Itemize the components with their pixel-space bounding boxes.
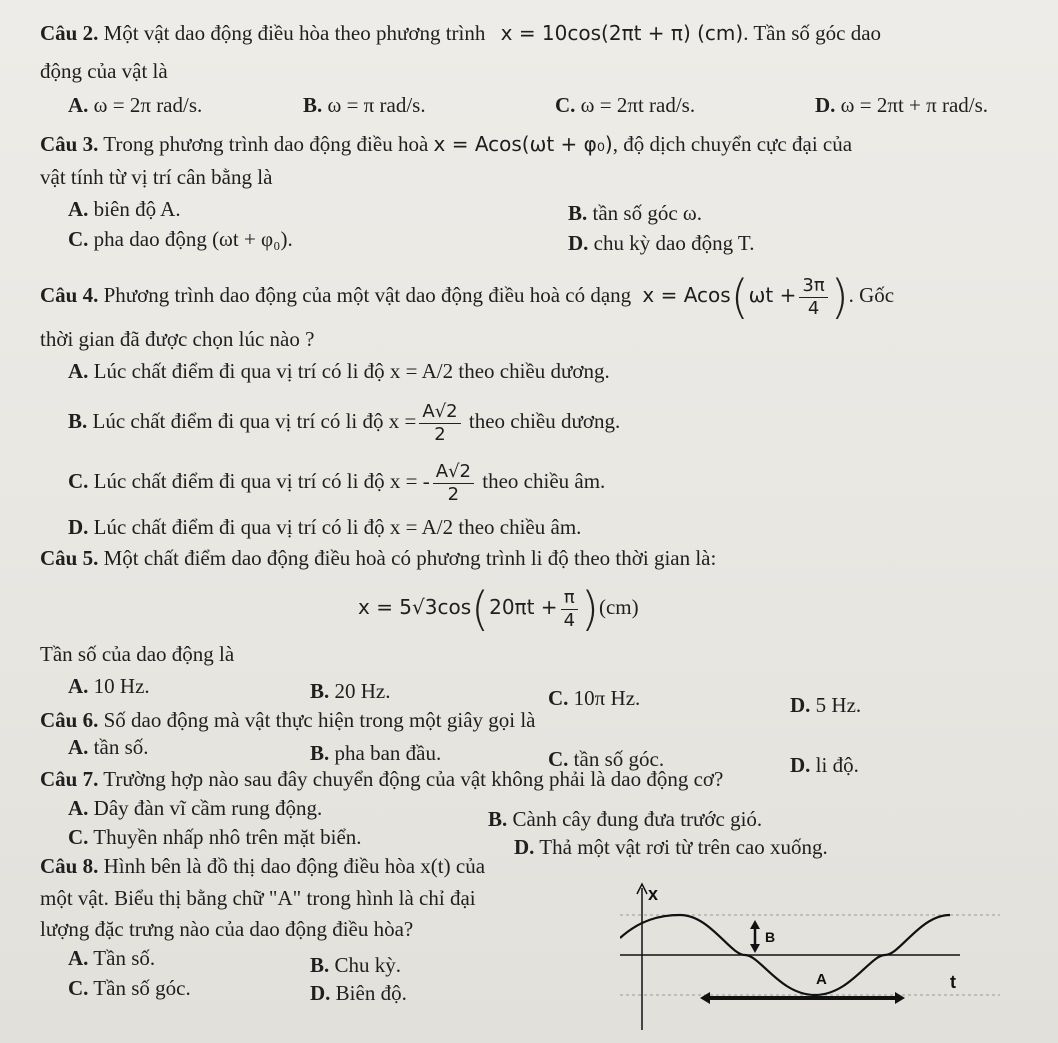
q5-eq-left: x = 5√3cos: [358, 595, 472, 619]
q2-text-b: . Tần số góc dao: [743, 21, 882, 45]
q3-line2: vật tính từ vị trí cân bằng là: [40, 165, 273, 189]
option-letter: A.: [68, 359, 89, 383]
q4-frac-num: 3π: [799, 275, 827, 298]
q3-equation: x = Acos(ωt + φ₀): [433, 132, 613, 156]
q5-option-a[interactable]: [68, 673, 150, 699]
option-text: Tần số góc.: [93, 976, 191, 1000]
q4-paren-open: (: [730, 270, 749, 325]
q4-paren-close: ): [830, 270, 849, 325]
option-text: Biên độ.: [335, 981, 407, 1005]
q5-paren-open: (: [471, 582, 490, 637]
option-text: Chu kỳ.: [334, 953, 402, 977]
option-letter: A.: [68, 93, 89, 117]
q3-option-c[interactable]: [68, 226, 293, 252]
q4-text-b: . Gốc: [848, 283, 895, 307]
option-letter: B.: [68, 409, 88, 433]
arrow-up-icon: [750, 920, 760, 929]
q7-label: Câu 7.: [40, 767, 99, 791]
q6-line1: [40, 707, 536, 733]
frac-num: A√2: [419, 401, 460, 424]
option-letter: B.: [303, 93, 323, 117]
q3-line1: [40, 131, 852, 157]
q5-frac-num: π: [561, 587, 578, 610]
option-letter: C.: [548, 747, 569, 771]
option-letter: B.: [488, 807, 508, 831]
q5-text: Một chất điểm dao động điều hoà có phương trình li độ theo thời gian là:: [103, 546, 717, 570]
q2-option-c[interactable]: [555, 92, 695, 118]
q2-option-d[interactable]: [815, 92, 988, 118]
option-text: Thả một vật rơi từ trên cao xuống.: [539, 835, 828, 859]
q5-fraction: [561, 587, 578, 632]
option-text: chu kỳ dao động T.: [593, 231, 755, 255]
oscillation-graph: [620, 880, 1000, 1030]
option-fraction: [419, 401, 460, 446]
option-text: ω = 2πt + π rad/s.: [840, 93, 989, 117]
frac-den: 2: [434, 423, 446, 445]
q3-label: Câu 3.: [40, 132, 99, 156]
option-text: Dây đàn vĩ cầm rung động.: [93, 796, 323, 820]
arrow-down-icon: [750, 944, 760, 953]
q3-option-a[interactable]: [68, 196, 181, 222]
option-letter: C.: [548, 686, 569, 710]
q5-equation: [358, 582, 639, 637]
option-text: ω = π rad/s.: [327, 93, 426, 117]
option-letter: C.: [68, 976, 89, 1000]
q8-line2: một vật. Biểu thị bằng chữ "A" trong hình là chỉ đại: [40, 886, 476, 910]
q2-line1: [40, 20, 881, 46]
q7-text: Trường hợp nào sau đây chuyển động của vật không phải là dao động cơ?: [103, 767, 724, 791]
q4-line2: thời gian đã được chọn lúc nào ?: [40, 327, 315, 351]
q5-line2: Tần số của dao động là: [40, 642, 235, 666]
q4-eq-inner: ωt +: [748, 283, 797, 307]
q8-option-b[interactable]: [310, 952, 401, 978]
option-text: Lúc chất điểm đi qua vị trí có li độ x = A/2 theo chiều dương.: [93, 359, 610, 383]
option-letter: D.: [568, 231, 589, 255]
option-text: Lúc chất điểm đi qua vị trí có li độ x = -: [93, 469, 430, 493]
q4-fraction: [799, 275, 827, 320]
q5-eq-inner: 20πt +: [489, 595, 558, 619]
q3-option-d[interactable]: [568, 230, 754, 256]
option-text: 10 Hz.: [93, 674, 150, 698]
option-letter: A.: [68, 946, 89, 970]
q2-text: Một vật dao động điều hòa theo phương trình: [103, 21, 486, 45]
option-letter: D.: [310, 981, 331, 1005]
option-letter: B.: [310, 679, 330, 703]
q2-equation: x = 10cos(2πt + π) (cm): [500, 21, 744, 45]
q4-option-a[interactable]: [68, 358, 610, 384]
option-letter: D.: [790, 693, 811, 717]
option-text: tần số góc.: [573, 747, 665, 771]
q8-line1: [40, 853, 485, 879]
q2-line2: động của vật là: [40, 59, 168, 83]
option-text: pha dao động (ωt + φ₀).: [93, 227, 293, 251]
option-text: biên độ A.: [93, 197, 181, 221]
q3-text-b: , độ dịch chuyển cực đại của: [612, 132, 853, 156]
q4-label: Câu 4.: [40, 283, 99, 307]
q3-option-b[interactable]: [568, 200, 702, 226]
option-letter: B.: [568, 201, 588, 225]
q4-eq-left: x = Acos: [642, 283, 731, 307]
frac-den: 2: [447, 483, 460, 505]
q6-label: Câu 6.: [40, 708, 99, 732]
q8-label: Câu 8.: [40, 854, 99, 878]
q4-text: Phương trình dao động của một vật dao động điều hoà có dạng: [103, 283, 632, 307]
option-text: 5 Hz.: [815, 693, 862, 717]
q8-text: Hình bên là đồ thị dao động điều hòa x(t) của: [103, 854, 486, 878]
option-letter: A.: [68, 674, 89, 698]
q6-option-a[interactable]: [68, 734, 149, 760]
option-letter: D.: [815, 93, 836, 117]
option-letter: C.: [555, 93, 576, 117]
option-letter: A.: [68, 197, 89, 221]
q5-paren-close: ): [581, 582, 599, 637]
q7-option-a[interactable]: [68, 795, 322, 821]
q5-option-d[interactable]: [790, 692, 861, 718]
option-letter: C.: [68, 469, 89, 493]
q7-option-c[interactable]: [68, 824, 362, 850]
q5-frac-den: 4: [563, 609, 576, 631]
q2-label: Câu 2.: [40, 21, 99, 45]
option-fraction: [433, 461, 474, 506]
q6-text: Số dao động mà vật thực hiện trong một giây gọi là: [103, 708, 536, 732]
option-letter: D.: [790, 753, 811, 777]
x-axis-label: x: [648, 884, 659, 904]
option-text: pha ban đầu.: [334, 741, 442, 765]
option-text: Tần số.: [93, 946, 156, 970]
q2-option-b[interactable]: [303, 92, 426, 118]
q4-option-d[interactable]: [68, 514, 581, 540]
option-text-post: theo chiều dương.: [468, 409, 621, 433]
option-letter: B.: [310, 953, 330, 977]
option-text: Cành cây đung đưa trước gió.: [512, 807, 763, 831]
q4-option-c[interactable]: [68, 458, 605, 506]
option-letter: D.: [514, 835, 535, 859]
option-text: tần số góc ω.: [592, 201, 702, 225]
option-text: ω = 2π rad/s.: [93, 93, 203, 117]
q7-option-d[interactable]: [514, 834, 828, 860]
label-a: A: [816, 971, 827, 988]
label-b: B: [765, 929, 776, 945]
q3-text: Trong phương trình dao động điều hoà: [103, 132, 429, 156]
q7-option-b[interactable]: [488, 806, 762, 832]
option-letter: D.: [68, 515, 89, 539]
option-letter: B.: [310, 741, 330, 765]
option-letter: C.: [68, 825, 89, 849]
q8-option-a[interactable]: [68, 945, 155, 971]
q2-option-a[interactable]: [68, 92, 202, 118]
q4-frac-den: 4: [807, 297, 820, 319]
option-text: Lúc chất điểm đi qua vị trí có li độ x = A/2 theo chiều âm.: [93, 515, 582, 539]
q5-option-b[interactable]: [310, 678, 391, 704]
t-axis-label: t: [950, 972, 956, 992]
q5-option-c[interactable]: [548, 685, 640, 711]
option-text: ω = 2πt rad/s.: [580, 93, 696, 117]
option-text: li độ.: [815, 753, 859, 777]
q6-option-d[interactable]: [790, 752, 859, 778]
q4-line1: [40, 270, 895, 325]
option-text: Thuyền nhấp nhô trên mặt biển.: [93, 825, 362, 849]
frac-num: A√2: [433, 461, 474, 484]
q8-option-d[interactable]: [310, 980, 407, 1006]
option-text: Lúc chất điểm đi qua vị trí có li độ x =: [92, 409, 417, 433]
q4-option-b[interactable]: [68, 398, 620, 446]
option-letter: A.: [68, 735, 89, 759]
option-letter: C.: [68, 227, 89, 251]
option-text: 10π Hz.: [573, 686, 641, 710]
q8-line3: lượng đặc trưng nào của dao động điều hòa?: [40, 917, 414, 941]
q8-option-c[interactable]: [68, 975, 191, 1001]
arrow-right-icon: [895, 992, 905, 1004]
option-text: tần số.: [93, 735, 149, 759]
q6-option-b[interactable]: [310, 740, 441, 766]
q5-line1: [40, 545, 716, 571]
option-text-post: theo chiều âm.: [482, 469, 606, 493]
q7-line1: [40, 766, 723, 792]
q5-eq-unit: (cm): [598, 595, 639, 619]
option-letter: A.: [68, 796, 89, 820]
q5-label: Câu 5.: [40, 546, 99, 570]
option-text: 20 Hz.: [334, 679, 391, 703]
arrow-left-icon: [700, 992, 710, 1004]
